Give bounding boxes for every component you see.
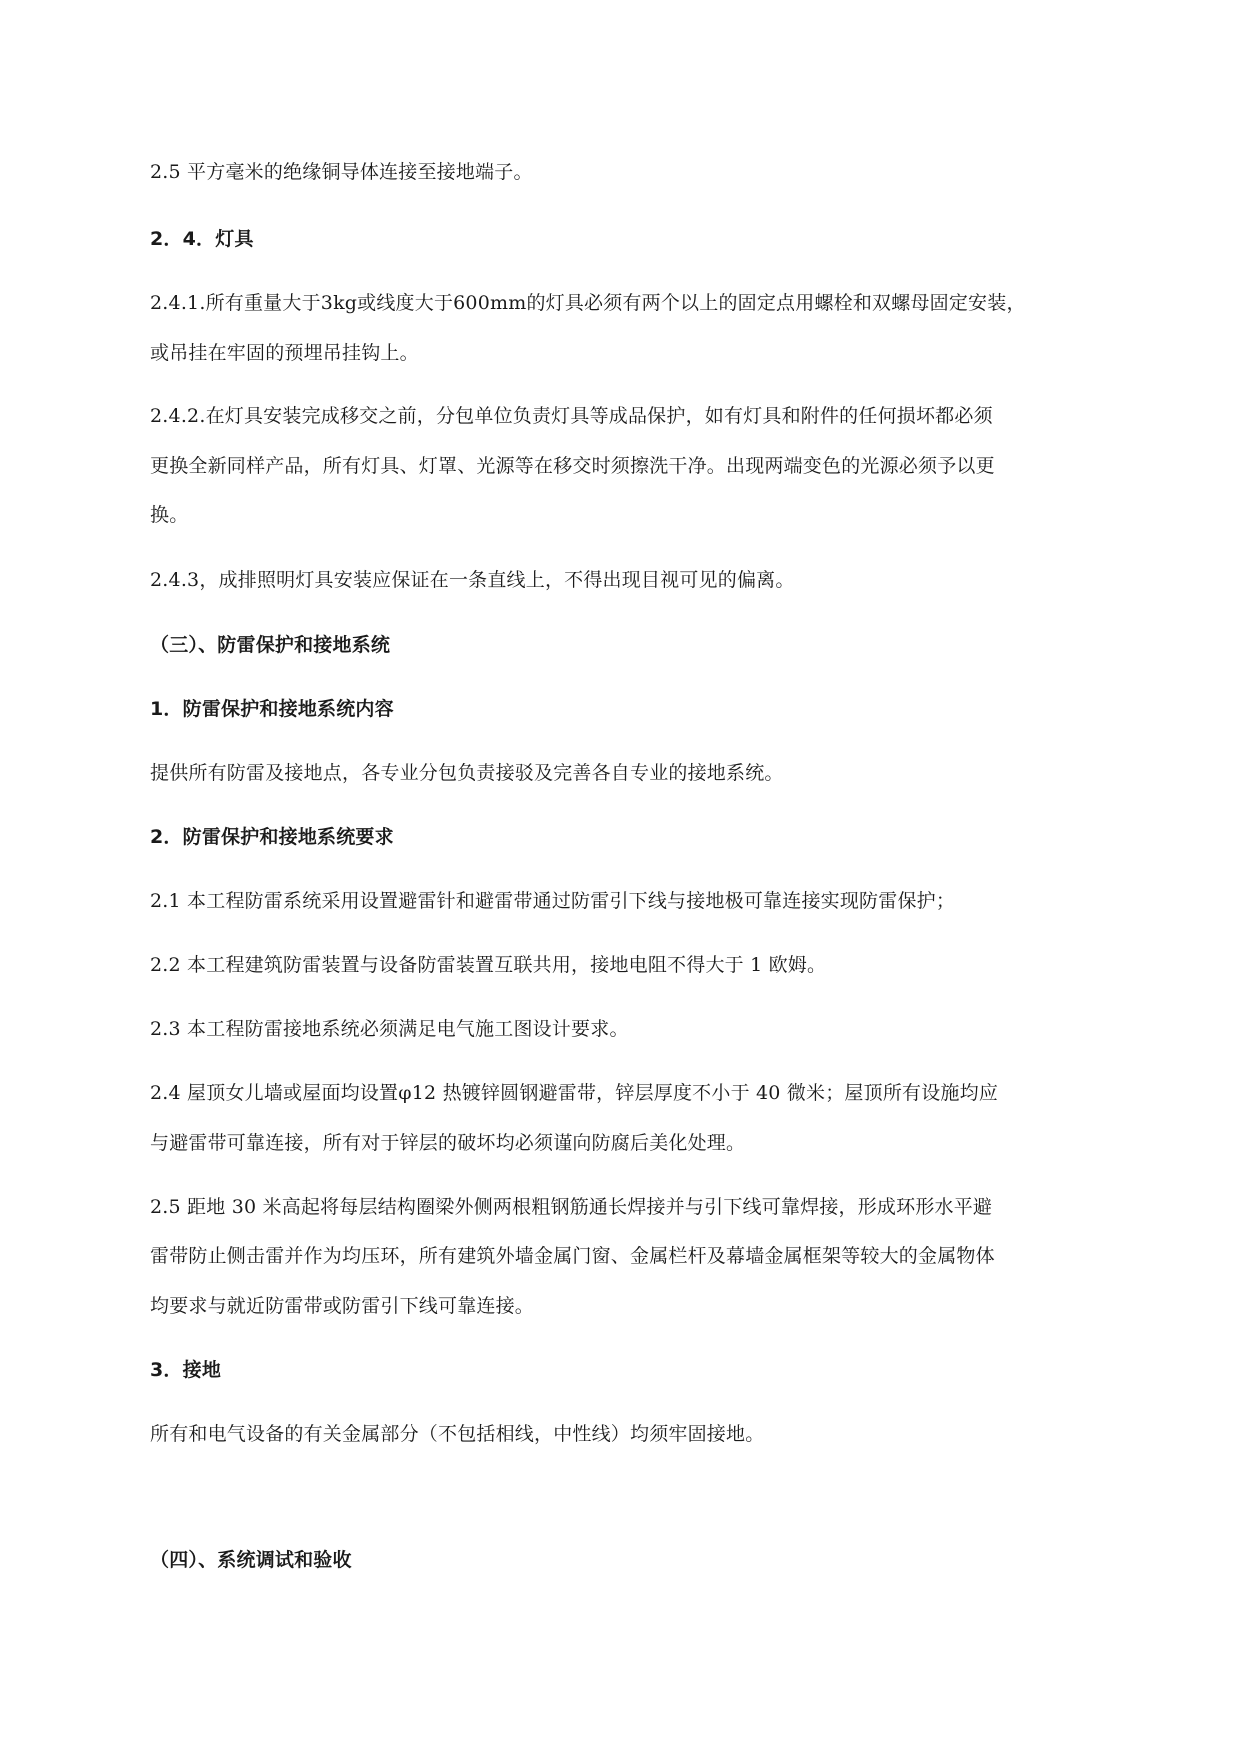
section-heading: 2．4．灯具 — [150, 228, 254, 250]
text-line: 2.2 本工程建筑防雷装置与设备防雷装置互联共用，接地电阻不得大于 1 欧姆。 — [150, 954, 827, 976]
section-heading: （四）、系统调试和验收 — [150, 1549, 352, 1571]
text-line: 2.4 屋顶女儿墙或屋面均设置φ12 热镀锌圆钢避雷带，锌层厚度不小于 40 微米；屋顶所有设施均应 — [150, 1082, 999, 1104]
section-heading: 1．防雷保护和接地系统内容 — [150, 698, 394, 720]
text-line: 更换全新同样产品，所有灯具、灯罩、光源等在移交时须擦洗干净。出现两端变色的光源必须予以更 — [150, 455, 995, 477]
text-line: 提供所有防雷及接地点，各专业分包负责接驳及完善各自专业的接地系统。 — [150, 762, 784, 784]
section-heading: （三）、防雷保护和接地系统 — [150, 634, 391, 656]
text-line: 所有和电气设备的有关金属部分（不包括相线，中性线）均须牢固接地。 — [150, 1423, 765, 1445]
text-line: 2.5 距地 30 米高起将每层结构圈梁外侧两根粗钢筋通长焊接并与引下线可靠焊接，形成环形水平避 — [150, 1196, 993, 1218]
text-line: 雷带防止侧击雷并作为均压环，所有建筑外墙金属门窗、金属栏杆及幕墙金属框架等较大的金属物体 — [150, 1245, 995, 1267]
text-line: 或吊挂在牢固的预埋吊挂钩上。 — [150, 342, 419, 364]
text-line: 与避雷带可靠连接，所有对于锌层的破坏均必须谨向防腐后美化处理。 — [150, 1132, 746, 1154]
text-line: 2.4.1.所有重量大于3kg或线度大于600mm的灯具必须有两个以上的固定点用螺栓和双螺母固定安装， — [150, 292, 1026, 314]
text-line: 均要求与就近防雷带或防雷引下线可靠连接。 — [150, 1295, 535, 1317]
text-line: 2.4.3，成排照明灯具安装应保证在一条直线上，不得出现目视可见的偏离。 — [150, 569, 795, 591]
text-line: 换。 — [150, 504, 189, 526]
text-line: 2.5 平方毫米的绝缘铜导体连接至接地端子。 — [150, 161, 533, 183]
section-heading: 2．防雷保护和接地系统要求 — [150, 826, 394, 848]
section-heading: 3．接地 — [150, 1359, 222, 1381]
text-line: 2.1 本工程防雷系统采用设置避雷针和避雷带通过防雷引下线与接地极可靠连接实现防雷保护； — [150, 890, 956, 912]
text-line: 2.4.2.在灯具安装完成移交之前，分包单位负责灯具等成品保护，如有灯具和附件的任何损坏都必须 — [150, 405, 993, 427]
text-line: 2.3 本工程防雷接地系统必须满足电气施工图设计要求。 — [150, 1018, 629, 1040]
